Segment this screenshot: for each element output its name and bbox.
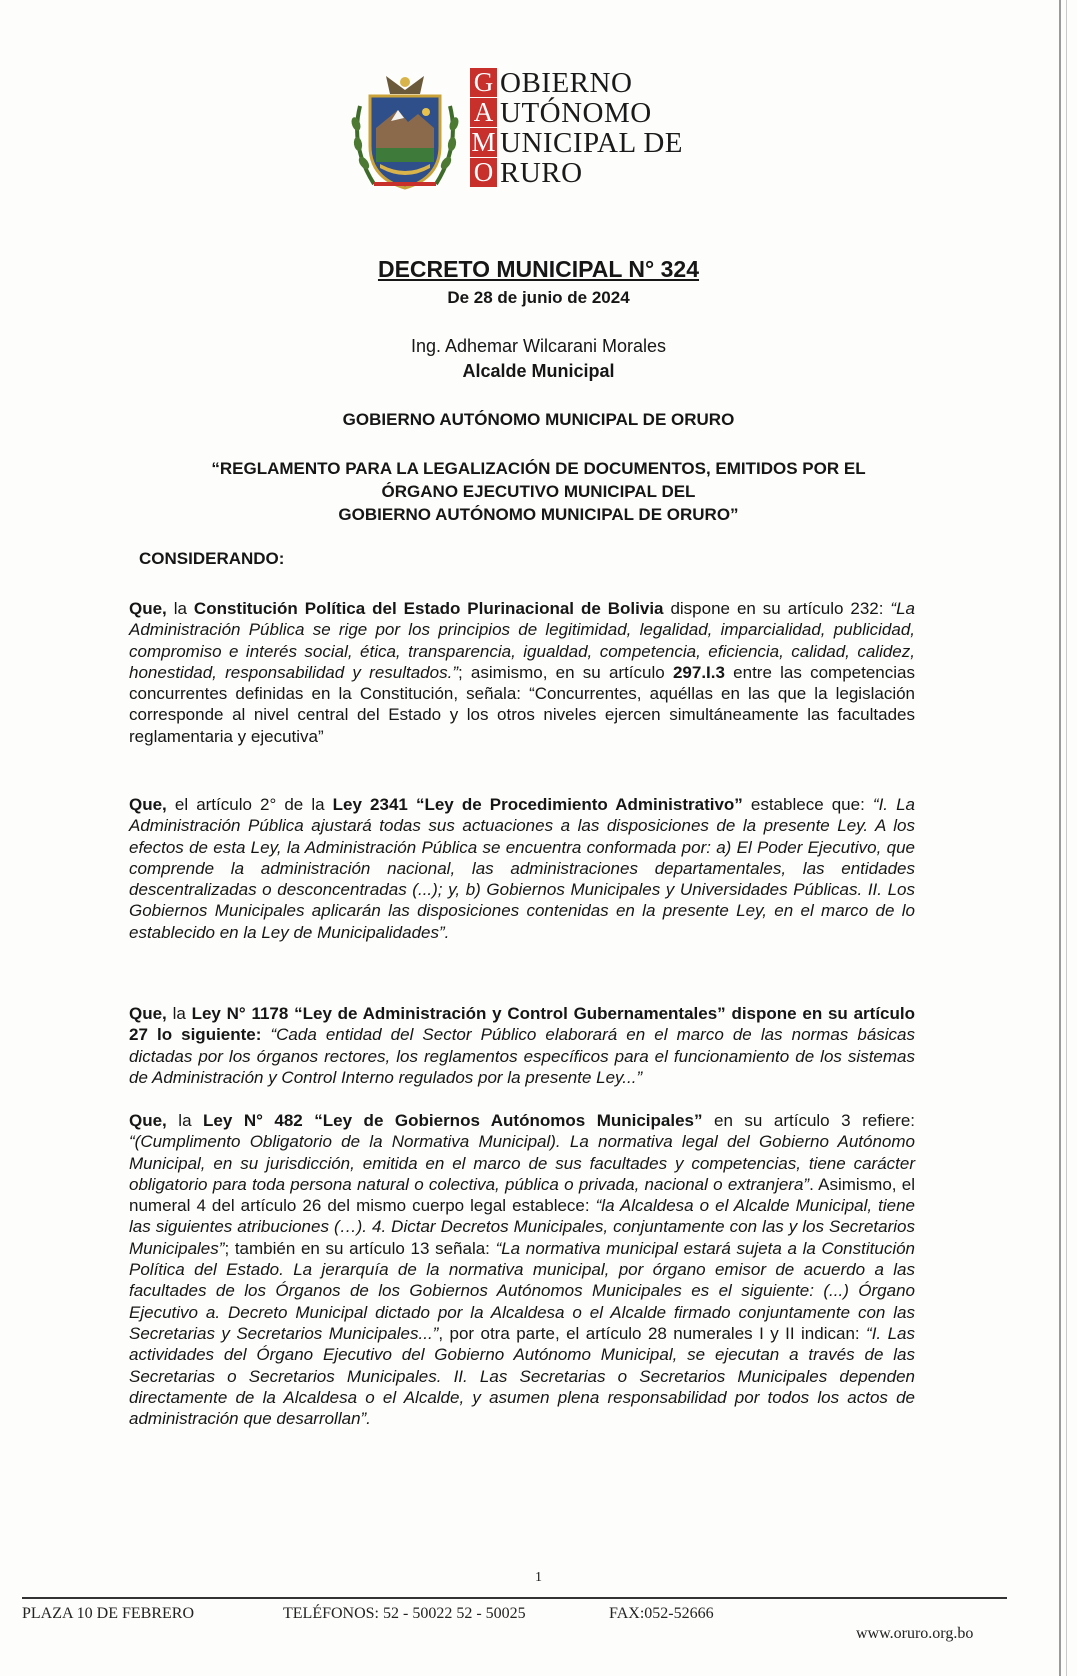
text-run: ; también en su artículo 13 señala: — [224, 1238, 496, 1258]
regulation-title-line-1: “REGLAMENTO PARA LA LEGALIZACIÓN DE DOCUMENTOS, EMITIDOS POR EL — [211, 459, 866, 478]
que-lead: Que, — [129, 1111, 167, 1130]
text-run: ; asimismo, en su artículo — [457, 662, 673, 682]
decree-title: DECRETO MUNICIPAL N° 324 — [377, 256, 700, 282]
mayor-role: Alcalde Municipal — [462, 361, 615, 381]
footer-phones: TELÉFONOS: 52 - 50022 52 - 50025 — [283, 1605, 526, 1622]
quoted-text: “la Alcaldesa o el Alcalde Municipal, tiene las siguientes atribuciones (…). 4. Dictar Decretos Municipales, conjuntamente con las y los Secretarios Municipales” — [129, 1196, 915, 1258]
page-edge-rule — [1059, 0, 1061, 1676]
law-reference: Constitución Política del Estado Plurinacional de Bolivia — [193, 599, 664, 618]
quoted-text: “I. La Administración Pública ajustará todas sus actuaciones a las disposiciones de la presente Ley. A los efectos de esta Ley, la Administración Pública se encuentra conformada por: a) El Poder Ejecutivo, que comprende la administración nacional, las administraciones departamentales, las entidades descentralizadas o desconcentradas (...); y, b) Gobiernos Municipales y Universidades Públicas. II. Los Gobiernos Municipales aplicarán las disposiciones contenidas en la presente Ley, en el marco de lo establecido en la Ley de Municipalidades”. — [129, 795, 916, 942]
coat-of-arms-seal-icon — [346, 66, 464, 196]
text-run: . Asimismo, el numeral 4 del artículo 26 del mismo cuerpo legal establece: — [129, 1174, 915, 1216]
regulation-title-line-2: ÓRGANO EJECUTIVO MUNICIPAL DEL — [381, 482, 696, 501]
law-reference: Ley N° 1178 “Ley de Administración y Control Gubernamentales” dispone en su artículo 27 lo siguiente: — [129, 1004, 915, 1045]
gamo-letter-o: O — [470, 158, 497, 187]
page-edge-rule-inner — [1066, 0, 1067, 1676]
organization-wordmark — [470, 68, 683, 188]
text-run: la — [166, 599, 194, 618]
paragraph-constitution — [129, 598, 915, 747]
text-run: establece que: — [742, 795, 873, 814]
article-reference: 297.I.3 — [672, 662, 725, 682]
que-lead: Que, — [129, 1004, 167, 1023]
quoted-text: “I. Las actividades del Órgano Ejecutivo del Gobierno Autónomo Municipal, se ejecutan a través de las Secretarias o Secretarios Municipales. II. Las Secretarias o Secretarios Municipales dependen directamente de la Alcaldesa o el Alcalde, y asumen plena responsabilidad por todos los actos de administración que desarrollan”. — [129, 1323, 915, 1429]
considerando-heading: CONSIDERANDO: — [139, 549, 285, 568]
que-lead: Que, — [129, 599, 167, 618]
paragraph-ley-1178 — [129, 1003, 915, 1088]
gamo-letter-m: M — [471, 127, 496, 157]
text-run: en su artículo 3 refiere: — [702, 1111, 915, 1130]
mayor-name: Ing. Adhemar Wilcarani Morales — [410, 336, 667, 356]
wordmark-line-3: UNICIPAL DE — [500, 127, 683, 159]
quoted-text: “La Administración Pública se rige por los principios de legitimidad, legalidad, imparcialidad, publicidad, compromiso e interés social, ética, transparencia, igualdad, competencia, eficiencia, calidad, calidez, honestidad, responsabilidad y resultados.” — [129, 599, 915, 682]
gamo-letter-g: G — [470, 68, 497, 97]
footer-fax: FAX:052-52666 — [609, 1605, 714, 1622]
law-reference: Ley N° 482 “Ley de Gobiernos Autónomos Municipales” — [203, 1111, 703, 1130]
letterhead — [346, 58, 746, 198]
paragraph-ley-2341 — [129, 794, 915, 943]
law-reference: Ley 2341 “Ley de Procedimiento Administrativo” — [332, 795, 743, 814]
text-run: la — [166, 1004, 192, 1023]
organization-name: GOBIERNO AUTÓNOMO MUNICIPAL DE ORURO — [342, 410, 735, 429]
decree-date: De 28 de junio de 2024 — [447, 288, 630, 307]
text-run: , por otra parte, el artículo 28 numerales I y II indican: — [438, 1323, 867, 1343]
text-run: el artículo 2° de la — [166, 795, 333, 814]
paragraph-ley-482 — [129, 1110, 915, 1429]
quoted-text: “Cada entidad del Sector Público elaborará en el marco de las normas básicas dictadas por los órganos rectores, los reglamentos específicos para el funcionamiento de los sistemas de Administración y Control Interno regulados por la presente Ley...” — [129, 1025, 915, 1087]
quoted-text: “(Cumplimento Obligatorio de la Normativa Municipal). La normativa legal del Gobierno Autónomo Municipal, en su jurisdicción, emitida en el marco de sus facultades y competencias, tiene carácter obligatorio para toda persona natural o colectiva, pública o privada, nacional o extranjera” — [129, 1132, 915, 1194]
regulation-title-line-3: GOBIERNO AUTÓNOMO MUNICIPAL DE ORURO” — [338, 505, 739, 524]
wordmark-line-2: UTÓNOMO — [500, 97, 652, 129]
footer-address: PLAZA 10 DE FEBRERO — [22, 1605, 195, 1622]
gamo-letter-a: A — [470, 98, 497, 127]
regulation-title — [0, 457, 1077, 526]
text-run: entre las competencias concurrentes definidas en la Constitución, señala: “Concurrentes, aquéllas en las que la legislación corresponde al nivel central del Estado y los otros niveles ejercen simultáneamente las facultades reglamentaria y ejecutiva” — [129, 662, 915, 746]
wordmark-line-1: OBIERNO — [500, 67, 633, 99]
que-lead: Que, — [129, 795, 167, 814]
footer-divider — [22, 1597, 1007, 1599]
footer-website-link[interactable]: www.oruro.org.bo — [856, 1625, 974, 1642]
wordmark-line-4: RURO — [500, 157, 583, 189]
text-run: dispone en su artículo 232: — [663, 599, 891, 618]
quoted-text: “La normativa municipal estará sujeta a la Constitución Política del Estado. La jerarquía de la normativa municipal, por órgano emisor de acuerdo a las facultades de los Órganos de los Gobiernos Autónomos Municipales es el siguiente: (...) Órgano Ejecutivo a. Decreto Municipal dictado por la Alcaldesa o el Alcalde firmado conjuntamente con las Secretarias y Secretarios Municipales...” — [129, 1238, 916, 1343]
page-number: 1 — [535, 1570, 542, 1585]
text-run: la — [166, 1111, 204, 1130]
